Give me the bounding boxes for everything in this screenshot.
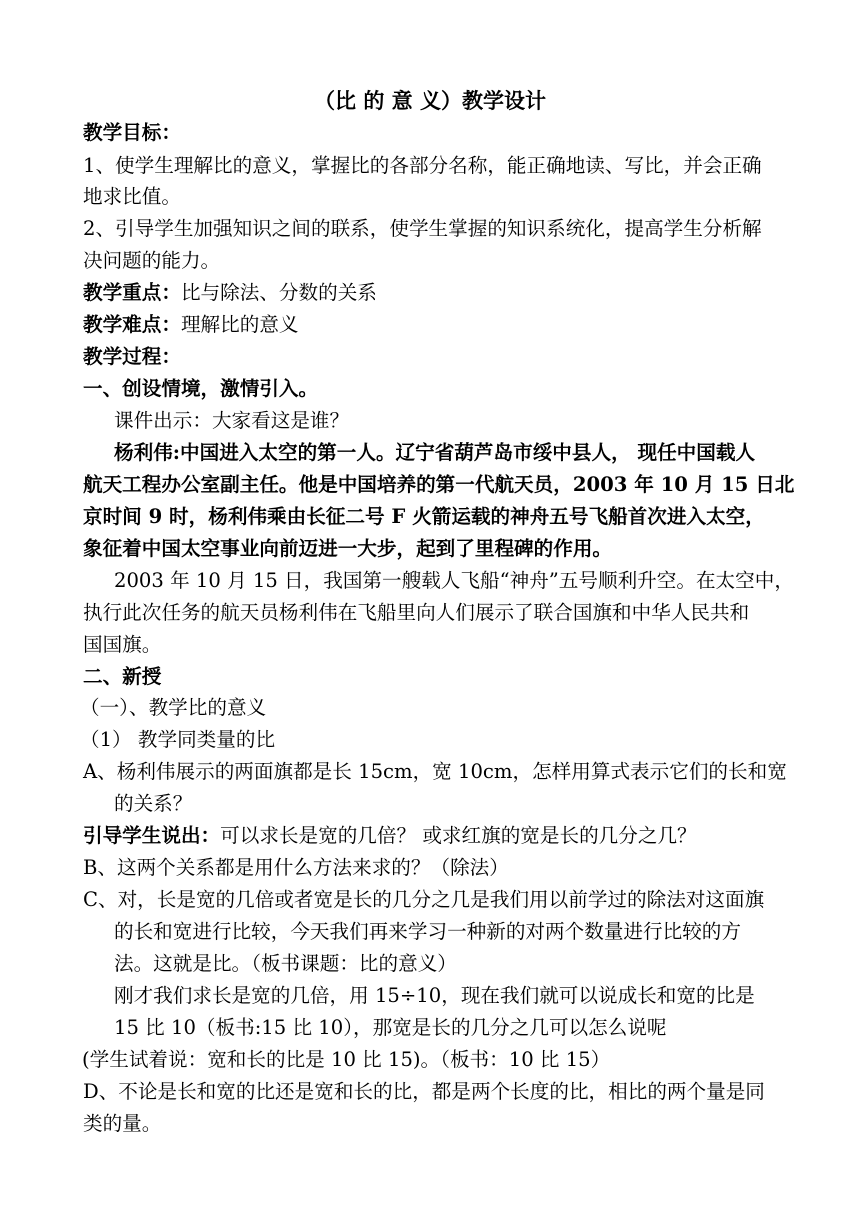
- goal-2-line-2: 决问题的能力。: [83, 249, 221, 272]
- difficult-point-label: 教学难点：: [83, 313, 181, 336]
- difficult-point-text: 理解比的意义: [180, 313, 299, 336]
- paragraph-1: 课件出示：大家看这是谁？: [114, 409, 350, 432]
- item-a-line-1: A、杨利伟展示的两面旗都是长 15cm，宽 10cm，怎样用算式表示它们的长和宽: [83, 760, 787, 783]
- bio-line-2: 航天工程办公室副主任。他是中国培养的第一代航天员，2003 年 10 月 15 日北: [83, 473, 795, 496]
- item-d-line-1: D、不论是长和宽的比还是宽和长的比，都是两个长度的比，相比的两个量是同: [83, 1080, 765, 1103]
- item-c-line-3: 法。这就是比。（板书课题：比的意义）: [114, 952, 457, 975]
- difficult-point: [83, 308, 299, 342]
- guide-line: [83, 819, 697, 853]
- goal-1-line-2: 地求比值。: [83, 185, 181, 208]
- subsection-1-heading: （一）、教学比的意义: [80, 696, 267, 719]
- item-c-line-1: C、对，长是宽的几倍或者宽是长的几分之几是我们用以前学过的除法对这面旗: [83, 888, 765, 911]
- heading-process: 教学过程：: [83, 345, 181, 368]
- paragraph-2-line-2: 执行此次任务的航天员杨利伟在飞船里向人们展示了联合国旗和中华人民共和: [83, 601, 750, 624]
- section-1-heading: 一、创设情境，激情引入。: [83, 377, 319, 400]
- paragraph-2-line-3: 国国旗。: [83, 633, 162, 656]
- item-a-line-2: 的关系？: [114, 792, 193, 815]
- goal-1-line-1: 1、使学生理解比的意义，掌握比的各部分名称，能正确地读、写比，并会正确: [83, 154, 762, 177]
- item-c-line-2: 的长和宽进行比较，今天我们再来学习一种新的对两个数量进行比较的方: [114, 920, 741, 943]
- subsection-1-1-heading: （1） 教学同类量的比: [80, 728, 276, 751]
- guide-label: 引导学生说出：: [83, 824, 221, 847]
- key-point-label: 教学重点：: [83, 281, 181, 304]
- goal-2-line-1: 2、引导学生加强知识之间的联系，使学生掌握的知识系统化，提高学生分析解: [83, 217, 762, 240]
- paragraph-2-line-1: 2003 年 10 月 15 日，我国第一艘载人飞船“神舟”五号顺利升空。在太空中，: [114, 569, 794, 592]
- student-response: (学生试着说：宽和长的比是 10 比 15)。（板书：10 比 15）: [82, 1048, 611, 1071]
- guide-text: 可以求长是宽的几倍？ 或求红旗的宽是长的几分之几？: [220, 824, 697, 847]
- item-d-line-2: 类的量。: [83, 1112, 162, 1135]
- item-b: B、这两个关系都是用什么方法来求的？（除法）: [83, 856, 509, 879]
- doc-title: （比 的 意 义）教学设计: [314, 88, 546, 113]
- section-2-heading: 二、新授: [83, 665, 162, 688]
- key-point-text: 比与除法、分数的关系: [180, 281, 377, 304]
- bio-line-1: 杨利伟:中国进入太空的第一人。辽宁省葫芦岛市绥中县人， 现任中国载人: [114, 441, 756, 464]
- bio-line-4: 象征着中国太空事业向前迈进一大步，起到了里程碑的作用。: [83, 537, 613, 560]
- key-point: [83, 276, 377, 310]
- item-c-line-4: 刚才我们求长是宽的几倍，用 15÷10，现在我们就可以说成长和宽的比是: [114, 984, 755, 1007]
- bio-line-3: 京时间 9 时，杨利伟乘由长征二号 F 火箭运载的神舟五号飞船首次进入太空，: [83, 505, 765, 528]
- heading-goals: 教学目标：: [83, 121, 181, 144]
- item-c-line-5: 15 比 10（板书:15 比 10），那宽是长的几分之几可以怎么说呢: [114, 1016, 667, 1039]
